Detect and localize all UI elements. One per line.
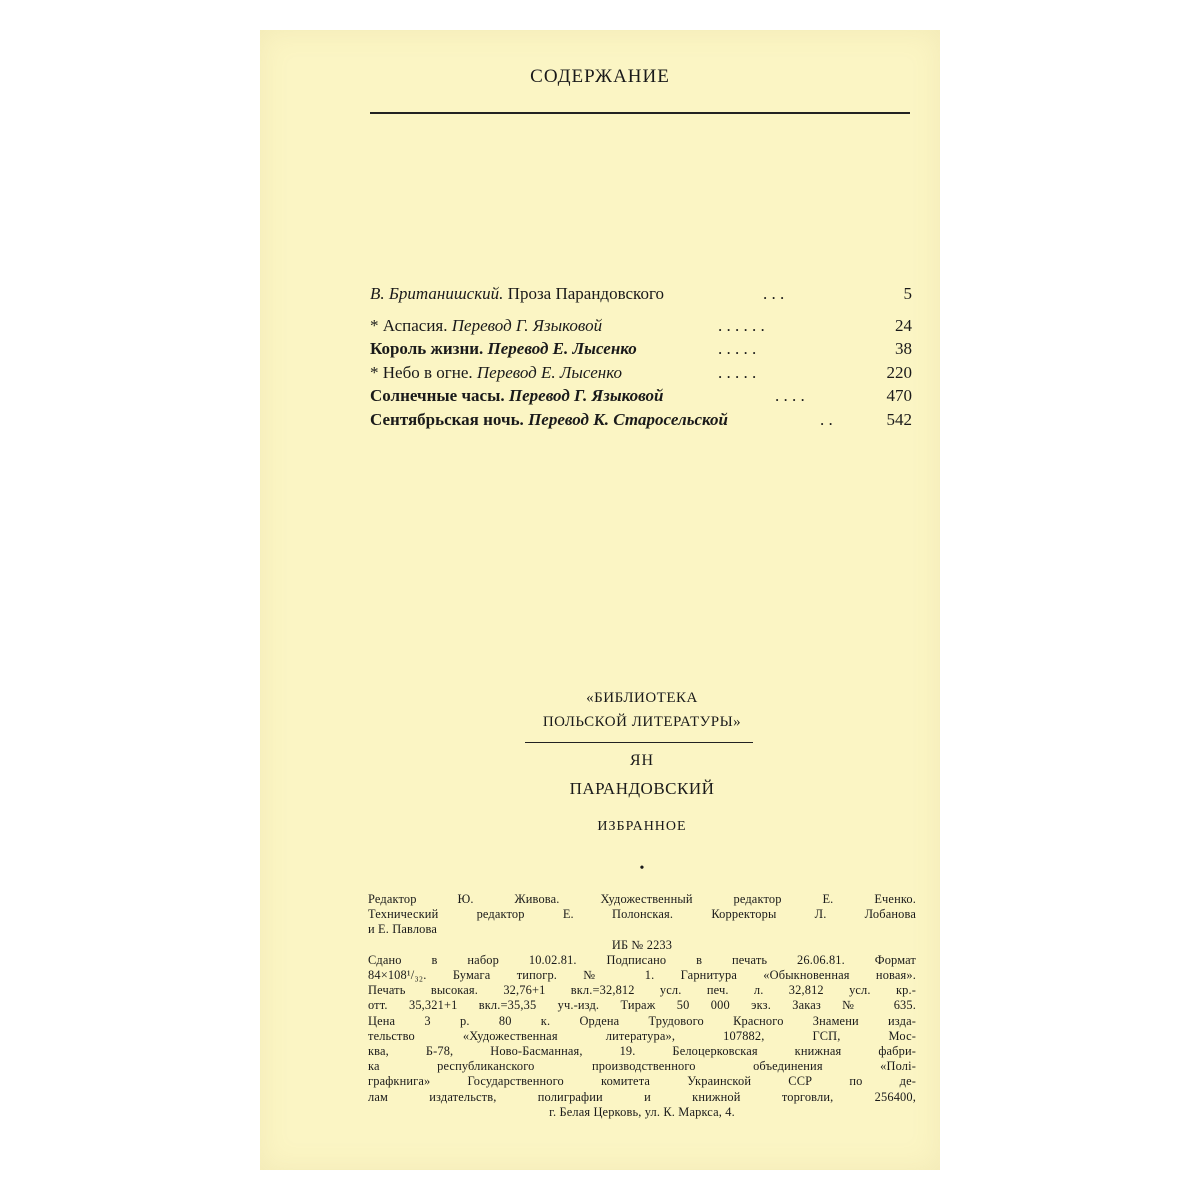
colophon-line: и Е. Павлова [368,922,437,937]
toc-entry-title: Проза Парандовского [503,284,664,303]
series-title-line1: «БИБЛИОТЕКА [586,690,698,706]
author-first-name: ЯН [629,752,655,769]
table-of-contents [370,282,912,431]
toc-page-number: 542 [886,409,912,429]
colophon-line: г. Белая Церковь, ул. К. Маркса, 4. [549,1104,735,1119]
toc-leader-dots: . . . . . [718,362,757,382]
toc-heading: СОДЕРЖАНИЕ [530,66,670,87]
bullet-ornament: • [639,861,645,876]
colophon [368,892,916,1120]
author-last-name: ПАРАНДОВСКИЙ [569,779,715,798]
colophon-line: Редактор Ю. Живова. Художественный редактор Е. Еченко. [368,892,916,906]
colophon-line: ква, Б-78, Ново-Басманная, 19. Белоцерковская книжная фабри- [368,1044,916,1059]
toc-entry-author: В. Британишский. [370,284,504,303]
toc-leader-dots: . . . . . [718,339,757,358]
toc-entry [370,282,912,306]
colophon-line: Сдано в набор 10.02.81. Подписано в печать 26.06.81. Формат [368,952,916,967]
colophon-line: 84×108¹/₃₂. Бумага типогр. № 1. Гарнитура «Обыкновенная новая». [368,968,916,983]
colophon-line: ИБ № 2233 [611,937,673,952]
toc-entry-translator: Перевод Е. Лысенко [483,339,637,358]
colophon-line: лам издательств, полиграфии и книжной торговли, 256400, [368,1089,916,1104]
colophon-line: Технический редактор Е. Полонская. Корректоры Л. Лобанова [368,907,916,922]
toc-entry-translator: Перевод К. Старосельской [523,409,728,429]
toc-entry-title: Сентябрьская ночь. [370,409,524,429]
toc-leader-dots: . . . [763,284,785,303]
series-divider [525,742,753,743]
book-title: ИЗБРАННОЕ [597,819,687,834]
book-page [260,30,940,1170]
toc-page-number: 220 [886,362,912,382]
colophon-line: тельство «Художественная литература», 107882, ГСП, Мос- [368,1028,916,1043]
colophon-line: графкнига» Государственного комитета Украинской ССР по де- [368,1074,916,1089]
toc-entry [370,408,912,432]
toc-entry-title: * Аспасия. [370,315,448,335]
toc-page-number: 5 [903,284,912,303]
top-divider [370,112,910,114]
toc-entry [370,314,912,338]
series-title-line2: ПОЛЬСКОЙ ЛИТЕРАТУРЫ» [542,714,742,730]
toc-leader-dots: . . [820,409,833,429]
toc-page-number: 38 [895,339,912,358]
toc-entry-title: Король жизни. [370,339,484,358]
toc-entry-title: * Небо в огне. [370,362,473,382]
colophon-line: отт. 35,321+1 вкл.=35,35 уч.-изд. Тираж 50 000 экз. Заказ № 635. [368,998,916,1013]
toc-entry [370,361,912,385]
toc-page-number: 24 [895,315,912,335]
toc-entry [370,337,912,361]
toc-entry-translator: Перевод Г. Языковой [447,315,603,335]
colophon-line: Цена 3 р. 80 к. Ордена Трудового Красного Знамени изда- [368,1013,916,1028]
colophon-line: ка республиканского производственного объединения «Полі- [368,1059,916,1074]
toc-page-number: 470 [886,386,912,405]
toc-entry-translator: Перевод Е. Лысенко [472,362,623,382]
colophon-line: Печать высокая. 32,76+1 вкл.=32,812 усл. печ. л. 32,812 усл. кр.- [368,983,916,998]
toc-entry-translator: Перевод Г. Языковой [504,386,664,405]
toc-entry-title: Солнечные часы. [370,386,505,405]
toc-entry [370,384,912,408]
toc-leader-dots: . . . . . . [718,315,765,335]
toc-leader-dots: . . . . [775,386,805,405]
